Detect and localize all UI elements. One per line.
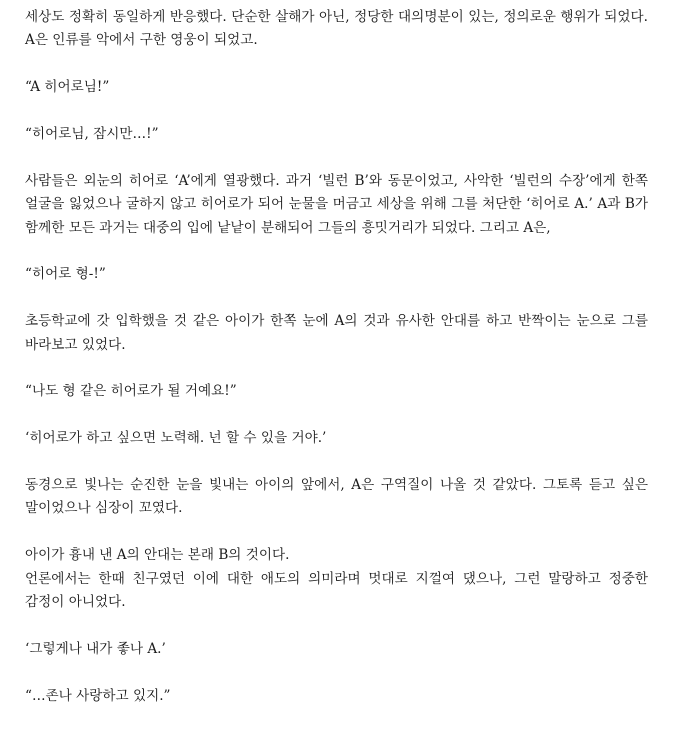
document-body (25, 6, 648, 731)
paragraph-narration-5: 아이가 흉내 낸 A의 안대는 본래 B의 것이다. (25, 547, 290, 564)
paragraph-narration-2: 사람들은 외눈의 히어로 ‘A’에게 열광했다. 과거 ‘빌런 B’와 동문이었고, 사악한 ‘빌런의 수장’에게 한쪽 얼굴을 잃었으나 굴하지 않고 히어로가 되어 눈물을 머금고 세상을 위해 그를 처단한 ‘히어로 A.’ A과 B가 함께한 모든 과거는 대중의 입에 낱낱이 분해되어 그들의 흥밋거리가 되었다. 그리고 A은, (25, 172, 648, 236)
paragraph-thought-1: ‘히어로가 하고 싶으면 노력해. 넌 할 수 있을 거야.’ (25, 430, 327, 447)
paragraph-dialogue-2: “히어로님, 잠시만…!” (25, 126, 159, 142)
paragraph-narration-4: 동경으로 빛나는 순진한 눈을 빛내는 아이의 앞에서, A은 구역질이 나올 것 같았다. 그토록 듣고 싶은 말이었으나 심장이 꼬였다. (25, 477, 648, 517)
paragraph-dialogue-1: “A 히어로님!” (25, 79, 110, 96)
paragraph-dialogue-4: “나도 형 같은 히어로가 될 거예요!” (25, 383, 237, 400)
paragraph-narration-3: 초등학교에 갓 입학했을 것 같은 아이가 한쪽 눈에 A의 것과 유사한 안대를 하고 반짝이는 눈으로 그를 바라보고 있었다. (25, 313, 648, 353)
paragraph-dialogue-3: “히어로 형-!” (25, 266, 106, 283)
paragraph-narration-1: 세상도 정확히 동일하게 반응했다. 단순한 살해가 아닌, 정당한 대의명분이 있는, 정의로운 행위가 되었다. A은 인류를 악에서 구한 영웅이 되었고. (25, 9, 648, 49)
paragraph-thought-2: ‘그렇게나 내가 좋나 A.’ (25, 640, 166, 657)
paragraph-narration-6: 언론에서는 한때 친구였던 이에 대한 애도의 의미라며 멋대로 지껄여 댔으나, 그런 말랑하고 정중한 감정이 아니었다. (25, 570, 648, 611)
paragraph-dialogue-5: “…존나 사랑하고 있지.” (25, 687, 171, 704)
